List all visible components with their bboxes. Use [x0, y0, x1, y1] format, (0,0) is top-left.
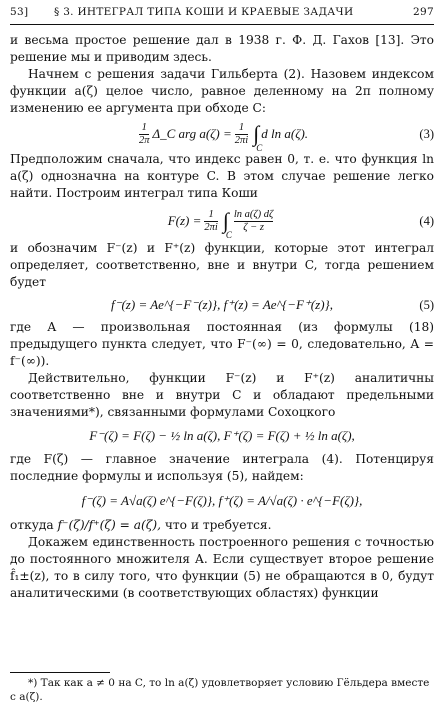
- fraction: $\frac{1}{2\pi i}$: [204, 208, 218, 233]
- sokhotsky-formulas: [10, 421, 434, 451]
- equation-5: [10, 291, 434, 319]
- math-text: Δ_C arg a(ζ) =: [152, 126, 232, 141]
- paragraph: и весьма простое решение дал в 1938 г. Ф. Д. Гахов [13]. Это решение мы и приводим здесь.: [10, 33, 434, 64]
- paragraph: Начнем с решения задачи Гильберта (2). Назовем индексом функции a(ζ) целое число, равное деленному на 2π полному изменению ее аргумента при обходе C:: [10, 67, 434, 115]
- math-text: F⁻(ζ) = F(ζ) − ½ ln a(ζ), F⁺(ζ) = F(ζ) + ½ ln a(ζ),: [89, 428, 355, 443]
- fraction: $\frac{1}{2\pi i}$: [234, 121, 249, 146]
- fraction: $\frac{1}{2\pi}$: [138, 121, 150, 146]
- math-text: f⁻(ζ) = A√a(ζ) e^{−F(ζ)}, f⁺(ζ) = A/√a(ζ) · e^{−F(ζ)},: [81, 493, 363, 508]
- paragraph: [10, 517, 434, 534]
- equation-3: [10, 117, 434, 151]
- paragraph: где A — произвольная постоянная (из формулы (18) предыдущего пункта следует, что F⁻(∞) = 0, следовательно, A = f⁻(∞)).: [10, 320, 434, 368]
- paragraph: Предположим сначала, что индекс равен 0, т. е. что функция ln a(ζ) однозначна на контуре C. В этом случае решение легко найти. Построим интеграл типа Коши: [10, 152, 434, 200]
- footnote-rule: [10, 672, 110, 673]
- math-text: f⁻(z) = Ae^{−F⁻(z)}, f⁺(z) = Ae^{−F⁺(z)},: [111, 297, 333, 312]
- equation-number: (5): [419, 297, 434, 312]
- chapter-title: § 3. ИНТЕГРАЛ ТИПА КОШИ И КРАЕВЫЕ ЗАДАЧИ: [54, 6, 354, 18]
- text: откуда: [10, 518, 54, 532]
- paragraph: и обозначим F⁻(z) и F⁺(z) функции, которые этот интеграл определяет, соответственно, вне и внутри C, тогда решением будет: [10, 241, 434, 289]
- text: что и требуется.: [164, 518, 272, 532]
- ratio-formula: f⁻(ζ)/f⁺(ζ) = a(ζ),: [57, 518, 161, 532]
- math-text: F(z) =: [167, 213, 202, 228]
- integral-icon: ∫ C: [222, 208, 232, 240]
- equation-number: (3): [419, 126, 434, 141]
- footnote: *) Так как a ≠ 0 на C, то ln a(ζ) удовлетворяет условию Гёльдера вместе с a(ζ).: [10, 677, 430, 703]
- paragraph: Действительно, функции F⁻(z) и F⁺(z) аналитичны соответственно вне и внутри C и обладают предельными значениями*), связанными формулами Сохоцкого: [10, 371, 434, 419]
- section-ref: 53]: [10, 6, 29, 18]
- integral-icon: ∫ C: [253, 121, 263, 153]
- page-number: 297: [413, 6, 434, 18]
- paragraph: Докажем единственность построенного решения с точностью до постоянного множителя A. Если существует второе решение f̂₁±(z), то в силу того, что функции (5) не обращаются в 0, будут аналитическими (в соответствующих областях) функции: [10, 535, 434, 600]
- paragraph: где F(ζ) — главное значение интеграла (4). Потенцируя последние формулы и используя (5), найдем:: [10, 452, 434, 483]
- equation-4: [10, 202, 434, 240]
- fraction: $\frac{\text{ln a(ζ) dζ}}{\zeta - z}$: [233, 208, 274, 233]
- running-header: [10, 6, 434, 22]
- potentiated-formulas: [10, 485, 434, 517]
- equation-number: (4): [419, 213, 434, 228]
- header-rule: [10, 24, 434, 25]
- math-text: d ln a(ζ).: [261, 126, 309, 141]
